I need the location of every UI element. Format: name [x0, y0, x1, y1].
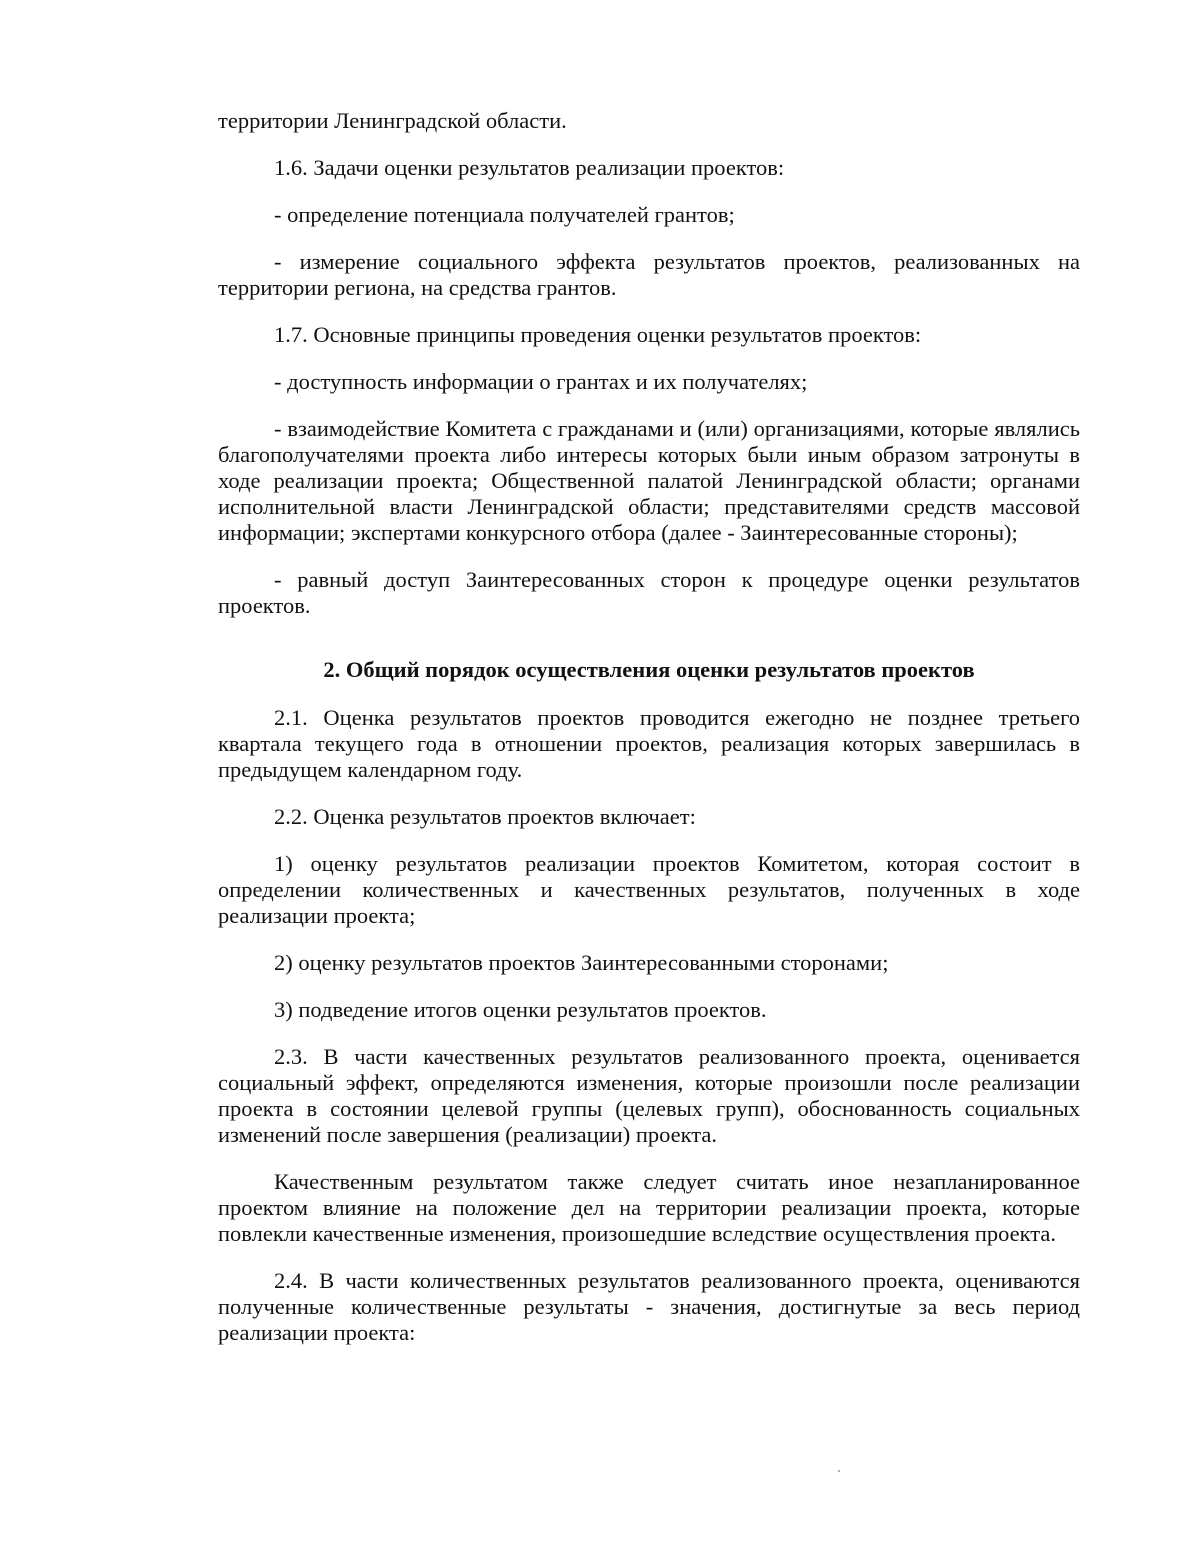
- list-item-1: 1) оценку результатов реализации проектов Комитетом, которая состоит в определении количественных и качественных результатов, полученных в ходе реализации проекта;: [218, 851, 1080, 928]
- section-heading-2: 2. Общий порядок осуществления оценки результатов проектов: [323, 657, 975, 682]
- paragraph-continuation: территории Ленинградской области.: [218, 108, 567, 133]
- scan-speck: [838, 1470, 840, 1472]
- list-item-potential: - определение потенциала получателей грантов;: [274, 202, 735, 227]
- list-item-2: 2) оценку результатов проектов Заинтересованными сторонами;: [274, 950, 889, 975]
- list-item-accessibility: - доступность информации о грантах и их получателях;: [274, 369, 808, 394]
- paragraph-1-6: 1.6. Задачи оценки результатов реализации проектов:: [274, 155, 785, 180]
- paragraph-qualitative-result: Качественным результатом также следует считать иное незапланированное проектом влияние на положение дел на территории реализации проекта, которые повлекли качественные изменения, произошедшие вследствие осуществления проекта.: [218, 1169, 1080, 1246]
- list-item-measurement: - измерение социального эффекта результатов проектов, реализованных на территории региона, на средства грантов.: [218, 249, 1080, 300]
- paragraph-2-2: 2.2. Оценка результатов проектов включает:: [274, 804, 696, 829]
- list-item-3: 3) подведение итогов оценки результатов проектов.: [274, 997, 767, 1022]
- paragraph-2-1: 2.1. Оценка результатов проектов проводится ежегодно не позднее третьего квартала текущего года в отношении проектов, реализация которых завершилась в предыдущем календарном году.: [218, 705, 1080, 782]
- list-item-interaction: - взаимодействие Комитета с гражданами и (или) организациями, которые являлись благополучателями проекта либо интересы которых были иным образом затронуты в ходе реализации проекта; Общественной палатой Ленинградской области; органами исполнительной власти Ленинградской области; представителями средств массовой информации; экспертами конкурсного отбора (далее - Заинтересованные стороны);: [218, 416, 1080, 545]
- paragraph-2-4: 2.4. В части количественных результатов реализованного проекта, оцениваются полученные количественные результаты - значения, достигнутые за весь период реализации проекта:: [218, 1268, 1080, 1345]
- paragraph-2-3: 2.3. В части качественных результатов реализованного проекта, оценивается социальный эффект, определяются изменения, которые произошли после реализации проекта в состоянии целевой группы (целевых групп), обоснованность социальных изменений после завершения (реализации) проекта.: [218, 1044, 1080, 1147]
- list-item-equal-access: - равный доступ Заинтересованных сторон к процедуре оценки результатов проектов.: [218, 567, 1080, 618]
- paragraph-1-7: 1.7. Основные принципы проведения оценки результатов проектов:: [274, 322, 922, 347]
